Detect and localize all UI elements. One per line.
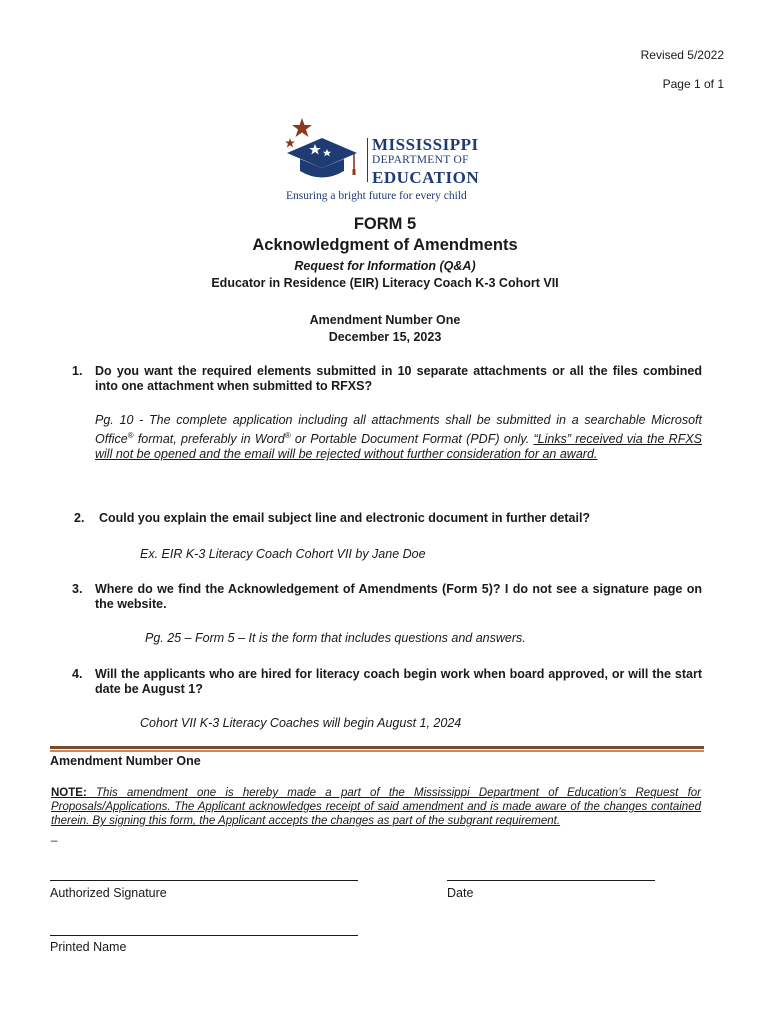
divider-dark [50, 746, 704, 749]
mde-logo [284, 116, 484, 208]
program-subtitle: Educator in Residence (EIR) Literacy Coach K-3 Cohort VII [211, 276, 559, 290]
question-2-number: 2. [74, 511, 85, 525]
question-2-text: Could you explain the email subject line and electronic document in further detail? [99, 511, 591, 525]
date-label: Date [447, 886, 474, 900]
rfi-subtitle: Request for Information (Q&A) [294, 259, 476, 273]
note-dash: _ [51, 830, 58, 842]
graduation-cap-icon [284, 116, 370, 188]
question-4-number: 4. [72, 667, 83, 681]
amendment-date: December 15, 2023 [328, 330, 442, 344]
date-line[interactable] [447, 880, 655, 881]
form-number: FORM 5 [353, 215, 417, 233]
printed-name-line[interactable] [50, 935, 358, 936]
registered-mark-2: ® [284, 431, 291, 440]
revised-date: Revised 5/2022 [640, 48, 724, 62]
logo-line-2: DEPARTMENT OF [372, 154, 469, 166]
page-number: Page 1 of 1 [662, 77, 724, 91]
note-text: This amendment one is hereby made a part of the Mississippi Department of Education’s Request for Proposals/Applications. The Applicant acknowledges receipt of said amendment and is made aware of the changes contained therein. By signing this form, the Applicant accepts the changes as part of the subgrant requirement. [51, 787, 701, 827]
answer-1-part-1: Pg. 10 - The complete application including all attachments shall be submitted in a searchable Microsoft Office [95, 413, 702, 447]
divider-light [50, 750, 704, 752]
printed-name-label: Printed Name [50, 940, 127, 954]
question-1-answer [95, 413, 702, 462]
question-4-text: Will the applicants who are hired for literacy coach begin work when board approved, or will the start date be August 1? [95, 667, 702, 696]
question-3-answer: Pg. 25 – Form 5 – It is the form that includes questions and answers. [145, 631, 526, 645]
amendment-number: Amendment Number One [309, 313, 461, 327]
logo-line-1: MISSISSIPPI [372, 135, 479, 154]
logo-line-3: EDUCATION [372, 167, 480, 187]
amendment-note [51, 786, 701, 828]
question-1-number: 1. [72, 364, 83, 378]
signature-label: Authorized Signature [50, 886, 167, 900]
question-3-number: 3. [72, 582, 83, 596]
registered-mark-1: ® [127, 431, 134, 440]
footer-amendment-title: Amendment Number One [50, 754, 201, 768]
answer-1-underlined: “Links” received via the RFXS will not be opened and the email will be rejected without further consideration for an award. [95, 432, 703, 462]
question-1-text: Do you want the required elements submitted in 10 separate attachments or all the files combined into one attachment when submitted to RFXS? [95, 364, 702, 393]
question-4-answer: Cohort VII K-3 Literacy Coaches will begin August 1, 2024 [140, 716, 462, 730]
page-title: Acknowledgment of Amendments [252, 236, 518, 254]
answer-1-part-3: or Portable Document Format (PDF) only. [290, 432, 534, 447]
note-label: NOTE: [51, 787, 87, 799]
question-3-text: Where do we find the Acknowledgement of Amendments (Form 5)? I do not see a signature page on the website. [95, 582, 702, 611]
answer-1-part-2: format, preferably in Word [133, 432, 285, 447]
signature-line[interactable] [50, 880, 358, 881]
question-2-answer: Ex. EIR K-3 Literacy Coach Cohort VII by Jane Doe [140, 547, 426, 561]
logo-tagline: Ensuring a bright future for every child [286, 190, 467, 202]
